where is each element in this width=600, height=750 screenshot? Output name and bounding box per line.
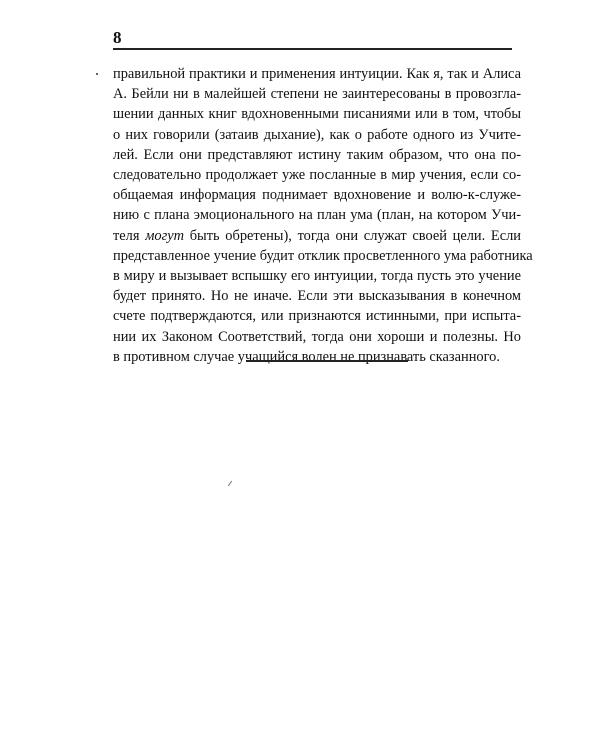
text-line: общаемая информация поднимает вдохновение и волю-к-служе- <box>113 187 521 204</box>
page-number: 8 <box>113 28 122 47</box>
stray-dot <box>96 73 98 75</box>
body-paragraph <box>113 64 533 367</box>
text-line: в миру и вызывает вспышку его интуиции, тогда пусть это учение <box>113 268 521 285</box>
text-line: лей. Если они представляют истину таким образом, что она по- <box>113 146 521 163</box>
stray-pen-mark <box>228 481 232 486</box>
text-line: нии их Законом Соответствий, тогда они хороши и полезны. Но <box>113 328 521 345</box>
text-line-last: в противном случае учащийся волен не признавать сказанного. <box>113 348 500 365</box>
text-line: будет принято. Но не иначе. Если эти высказывания в конечном <box>113 288 521 305</box>
text-line: А. Бейли ни в малейшей степени не заинтересованы в провозгла- <box>113 86 521 103</box>
section-end-rule <box>246 360 408 362</box>
text-line: правильной практики и применения интуиции. Как я, так и Алиса <box>113 66 521 82</box>
text-line: теля могут быть обретены), тогда они служат своей цели. Если <box>113 227 521 244</box>
text-line: счете подтверждаются, или признаются истинными, при испыта- <box>113 308 521 325</box>
italic-emphasis: могут <box>145 227 184 244</box>
text-line: шении данных книг вдохновенными писаниями или в том, чтобы <box>113 106 521 123</box>
text-line: следовательно продолжает уже посланные в мир учения, если со- <box>113 167 521 184</box>
text-line: представленное учение будит отклик просветленного ума работника <box>113 247 533 264</box>
text-line: нию с плана эмоционального на план ума (план, на котором Учи- <box>113 207 521 224</box>
text-line: о них говорили (затаив дыхание), как о работе одного из Учите- <box>113 126 521 143</box>
header-rule <box>113 48 512 50</box>
